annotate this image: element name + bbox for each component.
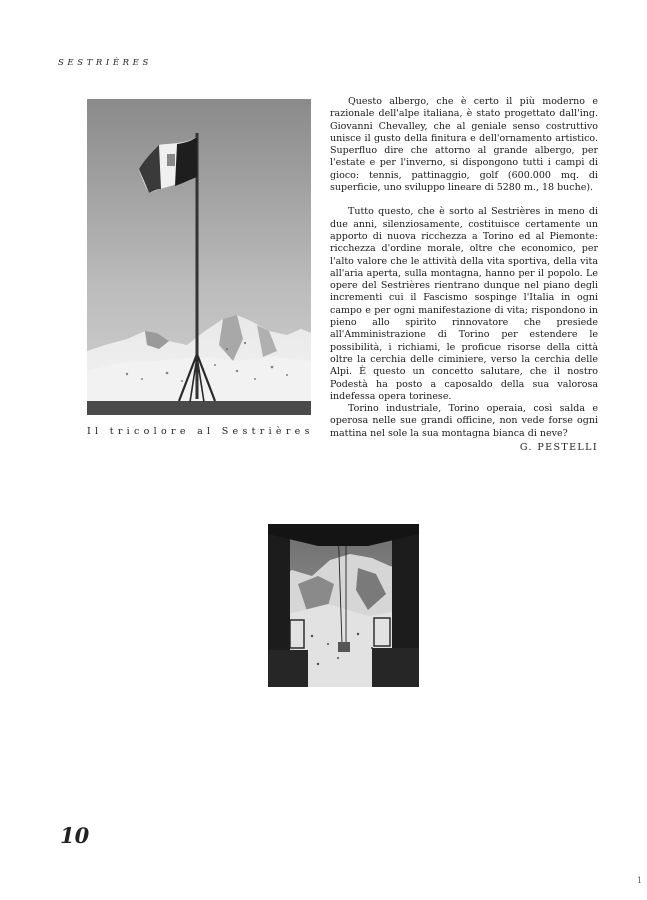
flag-photo [87, 99, 311, 415]
flag-photo-caption: Il tricolore al Sestrières [87, 426, 314, 437]
article-paragraph-3: Torino industriale, Torino operaia, così salda e operosa nelle sue grandi officine, non vede forse ogni mattina nel sole la sua montagna bianca di neve? [330, 403, 598, 439]
page-number: 10 [60, 823, 90, 848]
flag-photo-image [87, 99, 311, 415]
article-body [330, 96, 598, 440]
article-signature: G. PESTELLI [519, 442, 598, 453]
cableway-photo-image [268, 524, 419, 687]
running-head: SESTRIÈRES [58, 58, 152, 68]
article-paragraph-1: Questo albergo, che è certo il più moderno e razionale dell'alpe italiana, è stato progettato dall'ing. Giovanni Chevalley, che al geniale senso costruttivo unisce il gusto della finitura e dell'ornamento artistico. Superfluo dire che attorno al grande albergo, per l'estate e per l'inverno, si dispongono tutti i campi di gioco: tennis, pattinaggio, golf (600.000 mq. di superficie, uno sviluppo lineare di 5280 m., 18 buche). [330, 96, 598, 194]
cableway-photo [268, 524, 419, 687]
corner-mark: 1 [637, 876, 643, 885]
article-paragraph-2: Tutto questo, che è sorto al Sestrières in meno di due anni, silenziosamente, costituisce certamente un apporto di nuova ricchezza a Torino ed al Piemonte: ricchezza d'ordine morale, oltre che economico, per l'alto valore che le attività della vita sportiva, della vita all'aria aperta, sulla montagna, hanno per il popolo. Le opere del Sestrières rientrano dunque nel piano degli incrementi cui il Fascismo sospinge l'Italia in ogni campo e per ogni manifestazione di vita; rispondono in pieno allo spirito rinnovatore che presiede all'Amministrazione di Torino per estendere le possibilità, i richiami, le proficue risorse della città oltre la cerchia delle ciminiere, verso la cerchia delle Alpi. È questo un concetto salutare, che il nostro Podestà ha posto a caposaldo della sua valorosa indefessa opera torinese. [330, 206, 598, 402]
